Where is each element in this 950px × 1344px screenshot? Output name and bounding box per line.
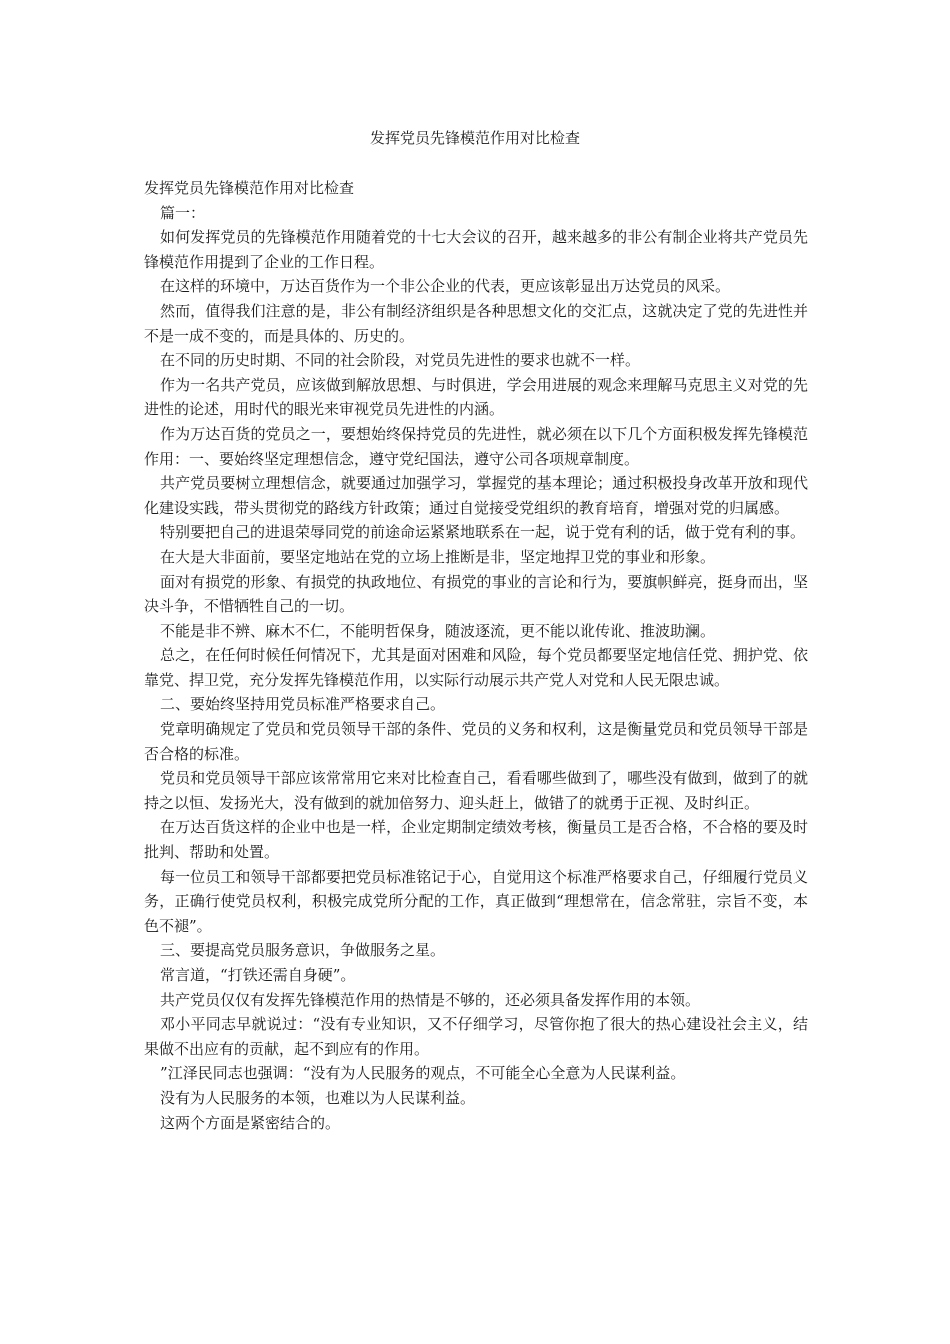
paragraph: 总之，在任何时候任何情况下，尤其是面对困难和风险，每个党员都要坚定地信任党、拥护党、依靠党、捍卫党，充分发挥先锋模范作用，以实际行动展示共产党人对党和人民无限忠诚。 bbox=[144, 646, 808, 689]
page-title: 发挥党员先锋模范作用对比检查 bbox=[369, 129, 580, 147]
paragraph: 在这样的环境中，万达百货作为一个非公企业的代表，更应该彰显出万达党员的风采。 bbox=[160, 277, 731, 296]
document-body bbox=[144, 176, 808, 1135]
paragraph: 邓小平同志早就说过：“没有专业知识，又不仔细学习，尽管你抱了很大的热心建设社会主义，结果做不出应有的贡献，起不到应有的作用。 bbox=[144, 1015, 808, 1058]
paragraph: 共产党员要树立理想信念，就要通过加强学习，掌握党的基本理论；通过积极投身改革开放和现代化建设实践，带头贯彻党的路线方针政策；通过自觉接受党组织的教育培育，增强对党的归属感。 bbox=[144, 474, 808, 517]
document-subtitle: 发挥党员先锋模范作用对比检查 bbox=[144, 179, 355, 197]
paragraph: 常言道，“打铁还需自身硬”。 bbox=[160, 966, 356, 984]
paragraph: 共产党员仅仅有发挥先锋模范作用的热情是不够的，还必须具备发挥作用的本领。 bbox=[160, 990, 701, 1009]
paragraph: 在万达百货这样的企业中也是一样，企业定期制定绩效考核，衡量员工是否合格，不合格的要及时批判、帮助和处置。 bbox=[144, 818, 808, 862]
paragraph: 没有为人民服务的本领，也难以为人民谋利益。 bbox=[160, 1088, 476, 1107]
paragraph: 然而，值得我们注意的是，非公有制经济组织是各种思想文化的交汇点，这就决定了党的先进性并不是一成不变的，而是具体的、历史的。 bbox=[144, 301, 808, 345]
paragraph: 如何发挥党员的先锋模范作用随着党的十七大会议的召开，越来越多的非公有制企业将共产党员先锋模范作用提到了企业的工作日程。 bbox=[144, 228, 808, 271]
paragraph: 作为万达百货的党员之一，要想始终保持党员的先进性，就必须在以下几个方面积极发挥先锋模范作用：一、要始终坚定理想信念，遵守党纪国法，遵守公司各项规章制度。 bbox=[144, 424, 808, 468]
paragraph: 篇一： bbox=[160, 203, 206, 222]
paragraph: 每一位员工和领导干部都要把党员标准铭记于心，自觉用这个标准严格要求自己，仔细履行党员义务，正确行使党员权利，积极完成党所分配的工作，真正做到“理想常在，信念常驻，宗旨不变，本色不褪”。 bbox=[144, 867, 808, 935]
paragraph: 特别要把自己的进退荣辱同党的前途命运紧紧地联系在一起，说于党有利的话，做于党有利的事。 bbox=[160, 523, 806, 542]
section-heading: 二、要始终坚持用党员标准严格要求自己。 bbox=[160, 695, 446, 714]
paragraph: 面对有损党的形象、有损党的执政地位、有损党的事业的言论和行为，要旗帜鲜亮，挺身而出，坚决斗争，不惜牺牲自己的一切。 bbox=[144, 572, 808, 616]
paragraph: 作为一名共产党员，应该做到解放思想、与时俱进，学会用进展的观念来理解马克思主义对党的先进性的论述，用时代的眼光来审视党员先进性的内涵。 bbox=[144, 375, 808, 419]
paragraph: 在不同的历史时期、不同的社会阶段，对党员先进性的要求也就不一样。 bbox=[160, 351, 641, 370]
paragraph: 在大是大非面前，要坚定地站在党的立场上推断是非，坚定地捍卫党的事业和形象。 bbox=[160, 547, 716, 566]
paragraph: 党章明确规定了党员和党员领导干部的条件、党员的义务和权利，这是衡量党员和党员领导干部是否合格的标准。 bbox=[144, 720, 808, 763]
paragraph: 不能是非不辨、麻木不仁，不能明哲保身，随波逐流，更不能以讹传讹、推波助澜。 bbox=[160, 621, 716, 640]
paragraph: ”江泽民同志也强调：“没有为人民服务的观点，不可能全心全意为人民谋利益。 bbox=[160, 1064, 686, 1083]
paragraph: 党员和党员领导干部应该常常用它来对比检查自己，看看哪些做到了，哪些没有做到，做到了的就持之以恒、发扬光大，没有做到的就加倍努力、迎头赶上，做错了的就勇于正视、及时纠正。 bbox=[144, 769, 808, 812]
paragraph: 这两个方面是紧密结合的。 bbox=[160, 1113, 341, 1132]
section-heading: 三、要提高党员服务意识，争做服务之星。 bbox=[160, 941, 446, 960]
